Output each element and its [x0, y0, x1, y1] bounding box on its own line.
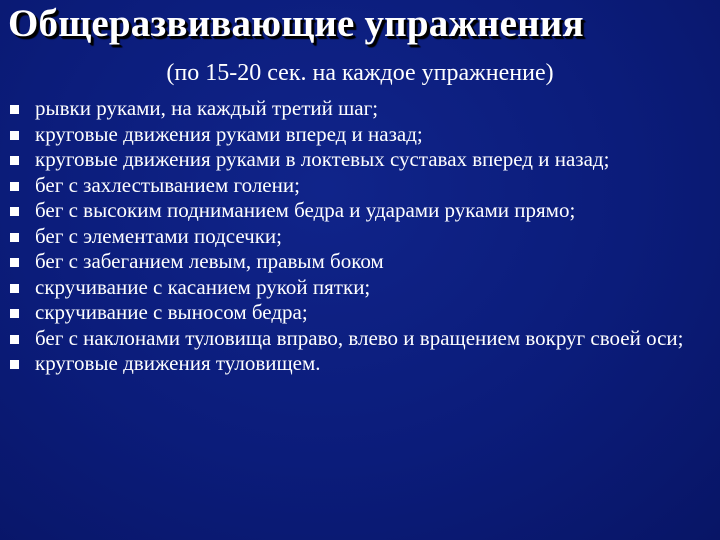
list-item-text: круговые движения руками в локтевых суставах вперед и назад;	[35, 147, 610, 171]
list-item	[0, 275, 720, 300]
list-item-text: бег с элементами подсечки;	[35, 223, 283, 248]
slide-title: Общеразвивающие упражнения	[8, 2, 584, 45]
list-item-text: скручивание с касанием рукой пятки;	[35, 274, 371, 299]
subtitle-text: (по 15-20 сек. на каждое упражнение)	[166, 60, 554, 86]
square-bullet-icon	[10, 258, 19, 267]
list-item	[0, 147, 720, 172]
square-bullet-icon	[10, 131, 19, 140]
square-bullet-icon	[10, 156, 19, 165]
list-item-text: бег с высоким подниманием бедра и ударами руками прямо;	[35, 198, 576, 222]
slide-subtitle	[0, 58, 720, 88]
list-item	[0, 300, 720, 325]
list-item	[0, 326, 720, 351]
list-item	[0, 198, 720, 223]
list-item	[0, 173, 720, 198]
list-item-text: скручивание с выносом бедра;	[35, 300, 308, 324]
square-bullet-icon	[10, 360, 19, 369]
list-item-text: бег с забеганием левым, правым боком	[35, 249, 384, 273]
list-item-text: бег с наклонами туловища вправо, влево и вращением вокруг своей оси;	[35, 325, 684, 350]
list-item	[0, 351, 720, 376]
square-bullet-icon	[10, 233, 19, 242]
list-item-text: круговые движения туловищем.	[35, 351, 321, 375]
exercise-list	[0, 96, 720, 377]
list-item	[0, 122, 720, 147]
square-bullet-icon	[10, 309, 19, 318]
square-bullet-icon	[10, 105, 19, 114]
square-bullet-icon	[10, 207, 19, 216]
list-item	[0, 249, 720, 274]
list-item	[0, 224, 720, 249]
square-bullet-icon	[10, 284, 19, 293]
list-item-text: бег с захлестыванием голени;	[35, 172, 300, 197]
square-bullet-icon	[10, 335, 19, 344]
list-item-text: круговые движения руками вперед и назад;	[35, 121, 423, 146]
square-bullet-icon	[10, 182, 19, 191]
list-item-text: рывки руками, на каждый третий шаг;	[35, 96, 379, 120]
list-item	[0, 96, 720, 121]
